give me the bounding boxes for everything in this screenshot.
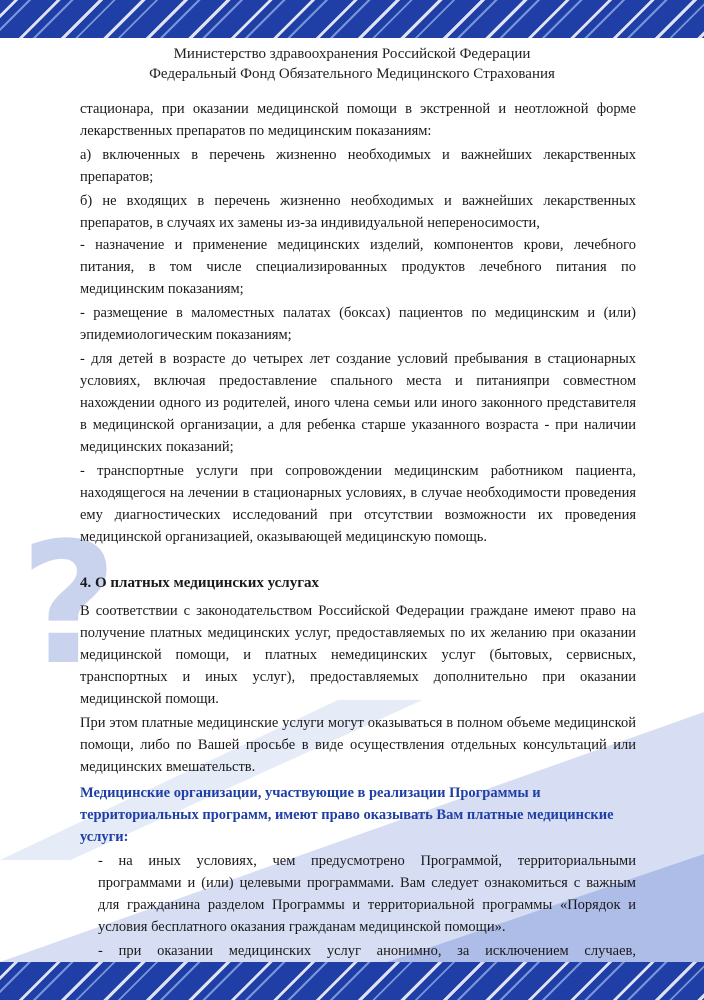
paragraph: б) не входящих в перечень жизненно необходимых и важнейших лекарственных препаратов, в случаях их замены из-за индивидуальной непереносимости,: [80, 193, 636, 231]
top-decorative-band: [0, 0, 704, 38]
page-header: [0, 44, 704, 84]
section-title: 4. О платных медицинских услугах: [80, 575, 320, 591]
paragraph: При этом платные медицинские услуги могут оказываться в полном объеме медицинской помощи, либо по Вашей просьбе в виде осуществления отдельных консультаций или медицинских вмешательств.: [80, 715, 636, 775]
paragraph: стационара, при оказании медицинской помощи в экстренной и неотложной форме лекарственных препаратов по медицинским показаниям:: [80, 101, 636, 139]
header-fund: Федеральный Фонд Обязательного Медицинского Страхования: [149, 66, 555, 82]
list-item: - на иных условиях, чем предусмотрено Программой, территориальными программами и (или) целевыми программами. Вам следует ознакомиться с важным для гражданина разделом Программы и территориальной программы «Порядок и условия бесплатного оказания гражданам медицинской помощи».: [98, 853, 636, 935]
paragraph: - размещение в маломестных палатах (боксах) пациентов по медицинским и (или) эпидемиологическим показаниям;: [80, 305, 636, 343]
list-item: - при оказании медицинских услуг анонимно, за исключением случаев,: [98, 943, 636, 959]
question-mark-icon: ?: [20, 506, 118, 702]
bottom-decorative-band: [0, 962, 704, 1000]
header-ministry: Министерство здравоохранения Российской Федерации: [173, 46, 531, 62]
paragraph: а) включенных в перечень жизненно необходимых и важнейших лекарственных препаратов;: [80, 147, 636, 185]
paragraph: - для детей в возрасте до четырех лет создание условий пребывания в стационарных условиях, включая предоставление спального места и питанияпри совместном нахождении одного из родителей, иного члена семьи или иного законного представителя в медицинской организации, а для ребенка старше указанного возраста - при наличии медицинских показаний;: [80, 351, 636, 455]
paragraph: - назначение и применение медицинских изделий, компонентов крови, лечебного питания, в том числе специализированных продуктов лечебного питания по медицинским показаниям;: [80, 237, 636, 297]
document-body: [80, 98, 636, 984]
paragraph: В соответствии с законодательством Российской Федерации граждане имеют право на получение платных медицинских услуг, предоставляемых по их желанию при оказании медицинской помощи, и платных немедицинских услуг (бытовых, сервисных, транспортных и иных услуг), предоставляемых дополнительно при оказании медицинской помощи.: [80, 603, 636, 707]
highlight-paragraph: Медицинские организации, участвующие в реализации Программы и территориальных программ, имеют право оказывать Вам платные медицинские услуги:: [80, 785, 614, 845]
paragraph: - транспортные услуги при сопровождении медицинским работником пациента, находящегося на лечении в стационарных условиях, в случае необходимости проведения ему диагностических исследований при отсутствии возможности их проведения медицинской организацией, оказывающей медицинскую помощь.: [80, 463, 636, 545]
